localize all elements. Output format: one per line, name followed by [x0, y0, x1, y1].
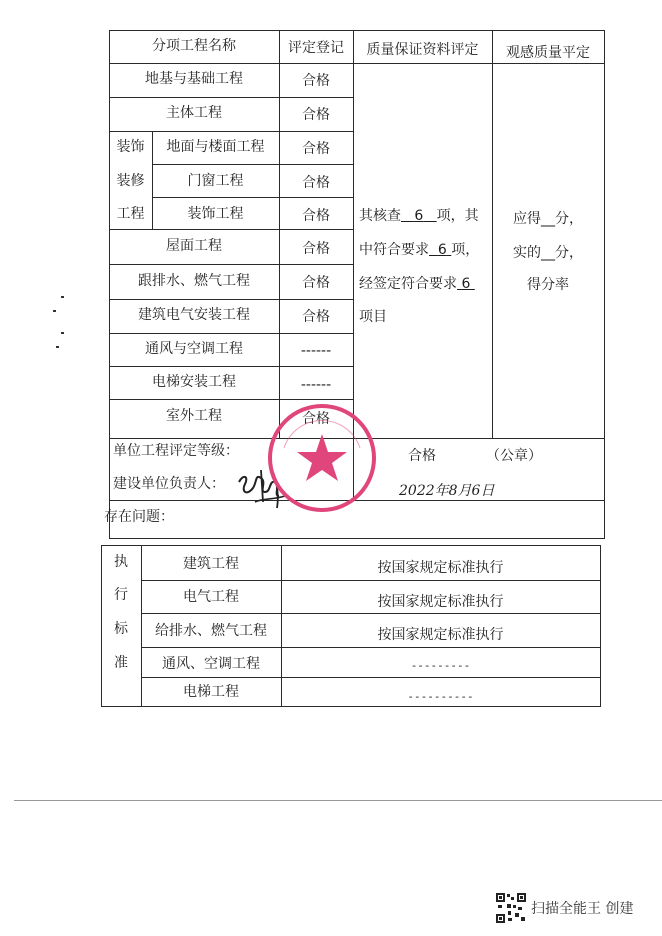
official-seal-label: （公章）	[486, 448, 542, 464]
standard-name: 电梯工程	[183, 684, 239, 700]
group-label: 装修	[116, 173, 145, 189]
row-line-8	[109, 299, 353, 300]
item-grade: 合格	[302, 309, 330, 325]
item-name: 跟排水、燃气工程	[138, 273, 250, 289]
quality-line-4: 项目	[359, 309, 387, 325]
watermark-text: 扫描全能王 创建	[531, 901, 634, 917]
quality-line-2: 中符合要求 6 项，	[359, 242, 480, 258]
row-line-0	[109, 30, 605, 31]
std-border-right	[600, 545, 601, 706]
item-name: 通风与空调工程	[145, 341, 243, 357]
scan-speck	[61, 296, 64, 298]
standard-value: ---------	[410, 659, 471, 672]
header-grade: 评定登记	[288, 40, 344, 56]
scan-speck	[53, 310, 56, 312]
sign-date: 2022年8月6日	[399, 483, 495, 499]
std-line-3	[141, 647, 601, 648]
item-grade: ------	[300, 377, 332, 393]
appearance-line-1: 应得__分，	[513, 211, 583, 227]
item-grade: 合格	[302, 208, 330, 224]
item-name: 建筑电气安装工程	[138, 307, 250, 323]
row-line-6	[109, 229, 353, 230]
std-line-0	[101, 545, 601, 546]
quality-line-1: 其核查 6 项，其	[359, 208, 479, 224]
std-line-2	[141, 613, 601, 614]
qr-code-icon	[496, 893, 526, 923]
appearance-line-2: 实的__分，	[513, 245, 583, 261]
standard-value: 按国家规定标准执行	[377, 560, 504, 576]
standard-value: 按国家规定标准执行	[377, 594, 504, 610]
standard-value: 按国家规定标准执行	[377, 627, 504, 643]
item-name: 地基与基础工程	[145, 71, 243, 87]
row-line-7	[109, 264, 353, 265]
item-grade: 合格	[302, 411, 330, 427]
row-line-10	[109, 366, 353, 367]
item-name: 门窗工程	[187, 173, 244, 189]
std-line-1	[141, 580, 601, 581]
responsible-person-label: 建设单位负责人：	[113, 476, 225, 492]
item-name: 地面与楼面工程	[166, 139, 265, 155]
item-grade: 合格	[302, 73, 330, 89]
row-line-1	[109, 63, 605, 64]
scan-speck	[56, 346, 59, 348]
scan-speck	[61, 332, 64, 334]
header-quality-docs: 质量保证资料评定	[366, 42, 479, 58]
unit-grade-label: 单位工程评定等级：	[113, 443, 239, 459]
unit-grade-value: 合格	[408, 448, 436, 464]
standards-side-label: 标	[114, 621, 128, 637]
scan-edge-line	[14, 800, 662, 801]
item-name: 装饰工程	[187, 206, 244, 222]
standards-side-label: 行	[114, 587, 128, 603]
row-line-4	[152, 164, 353, 165]
group-label: 工程	[116, 206, 145, 222]
item-grade: 合格	[302, 141, 330, 157]
standard-name: 建筑工程	[183, 556, 239, 572]
standard-name: 给排水、燃气工程	[155, 623, 267, 639]
row-line-2	[109, 97, 353, 98]
header-appearance: 观感质量平定	[506, 45, 590, 61]
row-line-9	[109, 333, 353, 334]
item-name: 室外工程	[166, 408, 222, 424]
appearance-line-3: 得分率	[527, 277, 569, 293]
table-border-right	[604, 30, 605, 538]
standards-side-label: 执	[114, 554, 128, 570]
standard-value: ----------	[407, 690, 474, 703]
item-grade: 合格	[302, 275, 330, 291]
standard-name: 电气工程	[183, 589, 239, 605]
item-name: 主体工程	[166, 105, 222, 121]
col-divider-2	[353, 30, 354, 438]
row-line-5	[152, 197, 353, 198]
col-divider-3	[492, 30, 493, 438]
row-line-14	[109, 538, 605, 539]
group-label: 装饰	[116, 139, 145, 155]
header-item-name: 分项工程名称	[152, 38, 236, 54]
item-grade: ------	[300, 343, 332, 359]
row-line-3	[109, 131, 353, 132]
quality-line-3: 经签定符合要求 6	[359, 276, 471, 292]
issues-label: 存在问题：	[104, 509, 174, 525]
item-name: 电梯安装工程	[152, 374, 236, 390]
official-seal-stamp	[262, 398, 382, 518]
item-grade: 合格	[302, 175, 330, 191]
item-grade: 合格	[302, 241, 330, 257]
std-line-5	[101, 706, 601, 707]
item-grade: 合格	[302, 107, 330, 123]
standard-name: 通风、空调工程	[162, 656, 260, 672]
item-name: 屋面工程	[166, 238, 222, 254]
standards-side-label: 准	[114, 655, 128, 671]
std-line-4	[141, 677, 601, 678]
